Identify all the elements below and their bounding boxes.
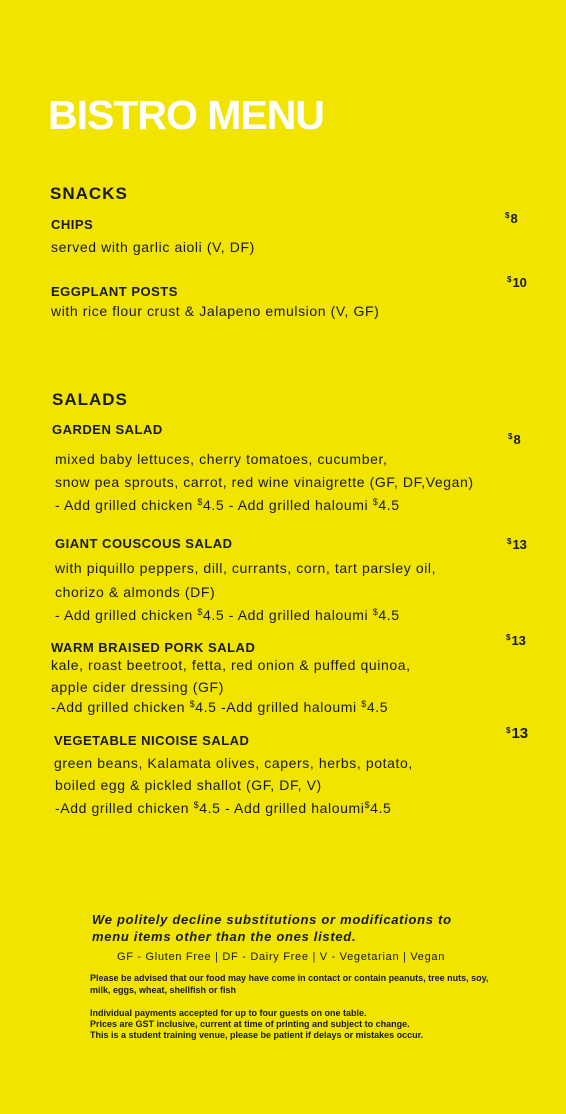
gst-notice: Prices are GST inclusive, current at time of printing and subject to change. bbox=[90, 1019, 410, 1029]
payments-notice: Individual payments accepted for up to four guests on one table. bbox=[90, 1008, 367, 1018]
couscous-name: GIANT COUSCOUS SALAD bbox=[55, 536, 233, 551]
garden-addons: - Add grilled chicken $4.5 - Add grilled haloumi $4.5 bbox=[55, 497, 400, 513]
pork-desc-1: kale, roast beetroot, fetta, red onion & puffed quinoa, bbox=[51, 657, 411, 673]
eggplant-price: $10 bbox=[507, 275, 527, 290]
couscous-price: $13 bbox=[507, 537, 527, 552]
salads-heading: SALADS bbox=[52, 390, 128, 409]
chips-price: $8 bbox=[505, 211, 518, 226]
nicoise-name: VEGETABLE NICOISE SALAD bbox=[54, 733, 250, 748]
dietary-legend: GF - Gluten Free | DF - Dairy Free | V - Vegetarian | Vegan bbox=[117, 951, 446, 963]
nicoise-addons: -Add grilled chicken $4.5 - Add grilled haloumi$4.5 bbox=[55, 800, 392, 816]
nicoise-desc-1: green beans, Kalamata olives, capers, herbs, potato, bbox=[54, 755, 413, 771]
pork-addons: -Add grilled chicken $4.5 -Add grilled haloumi $4.5 bbox=[51, 699, 389, 715]
garden-desc-1: mixed baby lettuces, cherry tomatoes, cucumber, bbox=[55, 451, 388, 467]
chips-name: CHIPS bbox=[51, 217, 94, 232]
couscous-addons: - Add grilled chicken $4.5 - Add grilled haloumi $4.5 bbox=[55, 607, 400, 623]
snacks-heading: SNACKS bbox=[50, 184, 128, 203]
training-notice: This is a student training venue, please be patient if delays or mistakes occur. bbox=[90, 1030, 424, 1040]
chips-desc: served with garlic aioli (V, DF) bbox=[51, 239, 255, 255]
eggplant-desc: with rice flour crust & Jalapeno emulsion (V, GF) bbox=[51, 303, 380, 319]
garden-desc-2: snow pea sprouts, carrot, red wine vinaigrette (GF, DF,Vegan) bbox=[55, 474, 474, 490]
couscous-desc-1: with piquillo peppers, dill, currants, corn, tart parsley oil, bbox=[55, 560, 437, 576]
pork-desc-2: apple cider dressing (GF) bbox=[51, 679, 224, 695]
nicoise-desc-2: boiled egg & pickled shallot (GF, DF, V) bbox=[55, 777, 322, 793]
nicoise-price: $13 bbox=[506, 725, 529, 742]
currency-symbol: $ bbox=[505, 211, 510, 220]
menu-title: BISTRO MENU bbox=[48, 92, 324, 138]
garden-price: $8 bbox=[508, 432, 521, 447]
substitution-notice: We politely decline substitutions or modifications to menu items other than the ones listed. bbox=[92, 912, 452, 944]
pork-name: WARM BRAISED PORK SALAD bbox=[51, 640, 256, 655]
couscous-desc-2: chorizo & almonds (DF) bbox=[55, 584, 216, 600]
pork-price: $13 bbox=[506, 633, 526, 648]
allergy-notice: Please be advised that our food may have come in contact or contain peanuts, tree nuts, soy, milk, eggs, wheat, shellfish or fish bbox=[90, 973, 489, 995]
garden-name: GARDEN SALAD bbox=[52, 422, 163, 437]
eggplant-name: EGGPLANT POSTS bbox=[51, 284, 178, 299]
